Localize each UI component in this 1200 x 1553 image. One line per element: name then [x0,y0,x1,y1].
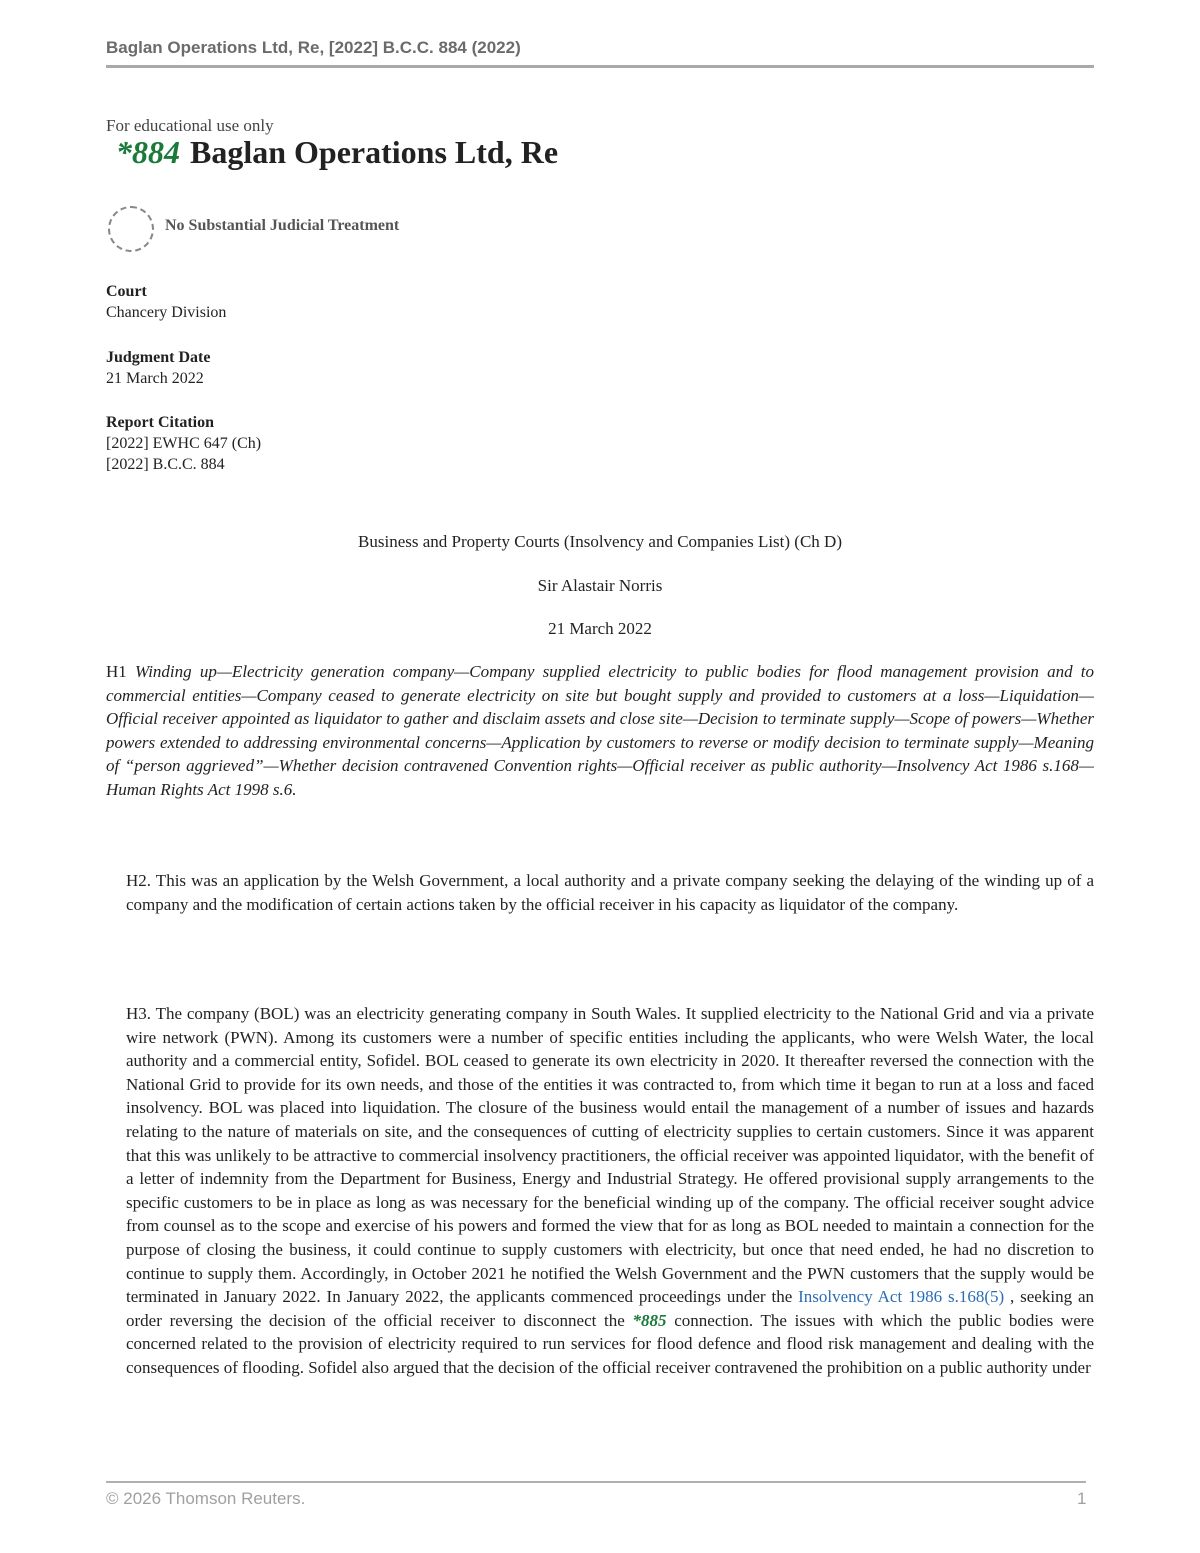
h3-text-part2: , seeking an order reversing the decision of the official receiver to disconnect the [126,1287,1094,1330]
court-value: Chancery Division [106,304,227,321]
treatment-flag-icon [108,206,154,252]
star-page-marker-885: *885 [632,1310,667,1330]
star-page-marker: *884 [116,134,180,170]
judge-name: Sir Alastair Norris [537,576,663,595]
copyright-notice: © 2026 Thomson Reuters. [106,1489,306,1508]
statute-link[interactable]: Insolvency Act 1986 s.168(5) [798,1287,1005,1307]
hearing-date: 21 March 2022 [548,619,652,638]
case-name: Baglan Operations Ltd, Re [190,134,559,170]
footer-divider [106,1481,1086,1483]
citation-2: [2022] B.C.C. 884 [106,456,225,473]
running-header: Baglan Operations Ltd, Re, [2022] B.C.C. 884 (2022) [106,38,521,57]
h3-text-part1: H3. The company (BOL) was an electricity generating company in South Wales. It supplied electricity to the National Grid and via a private wire network (PWN). Among its customers were a number of specific entities including the applicants, who were Welsh Water, the local authority and a commercial entity, Sofidel. BOL ceased to generate its own electricity in 2020. It thereafter reversed the connection with the National Grid to provide for its own needs, and those of the entities it was contracted to, from which time it began to run at a loss and faced insolvency. BOL was placed into liquidation. The closure of the business would entail the management of a number of issues and hazards relating to the nature of materials on site, and the consequences of cutting of electricity supplies to certain customers. Since it was apparent that this was unlikely to be attractive to commercial insolvency practitioners, the official receiver was appointed liquidator, with the benefit of a letter of indemnity from the Department for Business, Energy and Industrial Strategy. He offered provisional supply arrangements to the specific customers to be in place as long as was necessary for the beneficial winding up of the company. The official receiver sought advice from counsel as to the scope and exercise of his powers and formed the view that for as long as BOL needed to maintain a connection for the purpose of closing the business, it could continue to supply customers with electricity, but once that need ended, he had no discretion to continue to supply them. Accordingly, in October 2021 he notified the Welsh Government and the PWN customers that the supply would be terminated in January 2022. In January 2022, the applicants commenced proceedings under the [126,1004,1094,1307]
h3-text-part3: connection. The issues with which the public bodies were concerned related to the provision of electricity required to run services for flood defence and flood risk management and dealing with the consequences of flooding. Sofidel also argued that the decision of the official receiver contravened the prohibition on a public authority under [126,1310,1095,1377]
educational-use-notice: For educational use only [106,116,274,135]
report-citation-block [106,412,261,475]
page-number: 1 [1077,1489,1087,1508]
headnote-h3 [126,1002,1094,1380]
h1-label: H1 [106,662,127,681]
judgment-date-label: Judgment Date [106,349,211,366]
court-block [106,281,226,323]
judgment-date-value: 21 March 2022 [106,370,204,387]
document-title [116,134,558,171]
header-divider [106,65,1094,68]
headnote-h2: H2. This was an application by the Welsh Government, a local authority and a private company seeking the delaying of the winding up of a company and the modification of certain actions taken by the official receiver in his capacity as liquidator of the company. [126,871,1094,914]
headnote-h1 [106,660,1094,802]
citation-1: [2022] EWHC 647 (Ch) [106,435,262,452]
report-citation-label: Report Citation [106,414,214,431]
court-full-name: Business and Property Courts (Insolvency and Companies List) (Ch D) [358,532,842,551]
h1-catchwords: Winding up—Electricity generation company—Company supplied electricity to public bodies for flood management provision and to commercial entities—Company ceased to generate electricity on site but bought supply and provided to customers at a loss—Liquidation—Official receiver appointed as liquidator to gather and disclaim assets and close site—Decision to terminate supply—Scope of powers—Whether powers extended to addressing environmental concerns—Application by customers to reverse or modify decision to terminate supply—Meaning of “person aggrieved”—Whether decision contravened Convention rights—Official receiver as public authority—Insolvency Act 1986 s.168—Human Rights Act 1998 s.6. [106,662,1095,799]
judgment-date-block [106,347,210,389]
treatment-flag-label: No Substantial Judicial Treatment [165,217,400,234]
court-label: Court [106,283,147,300]
